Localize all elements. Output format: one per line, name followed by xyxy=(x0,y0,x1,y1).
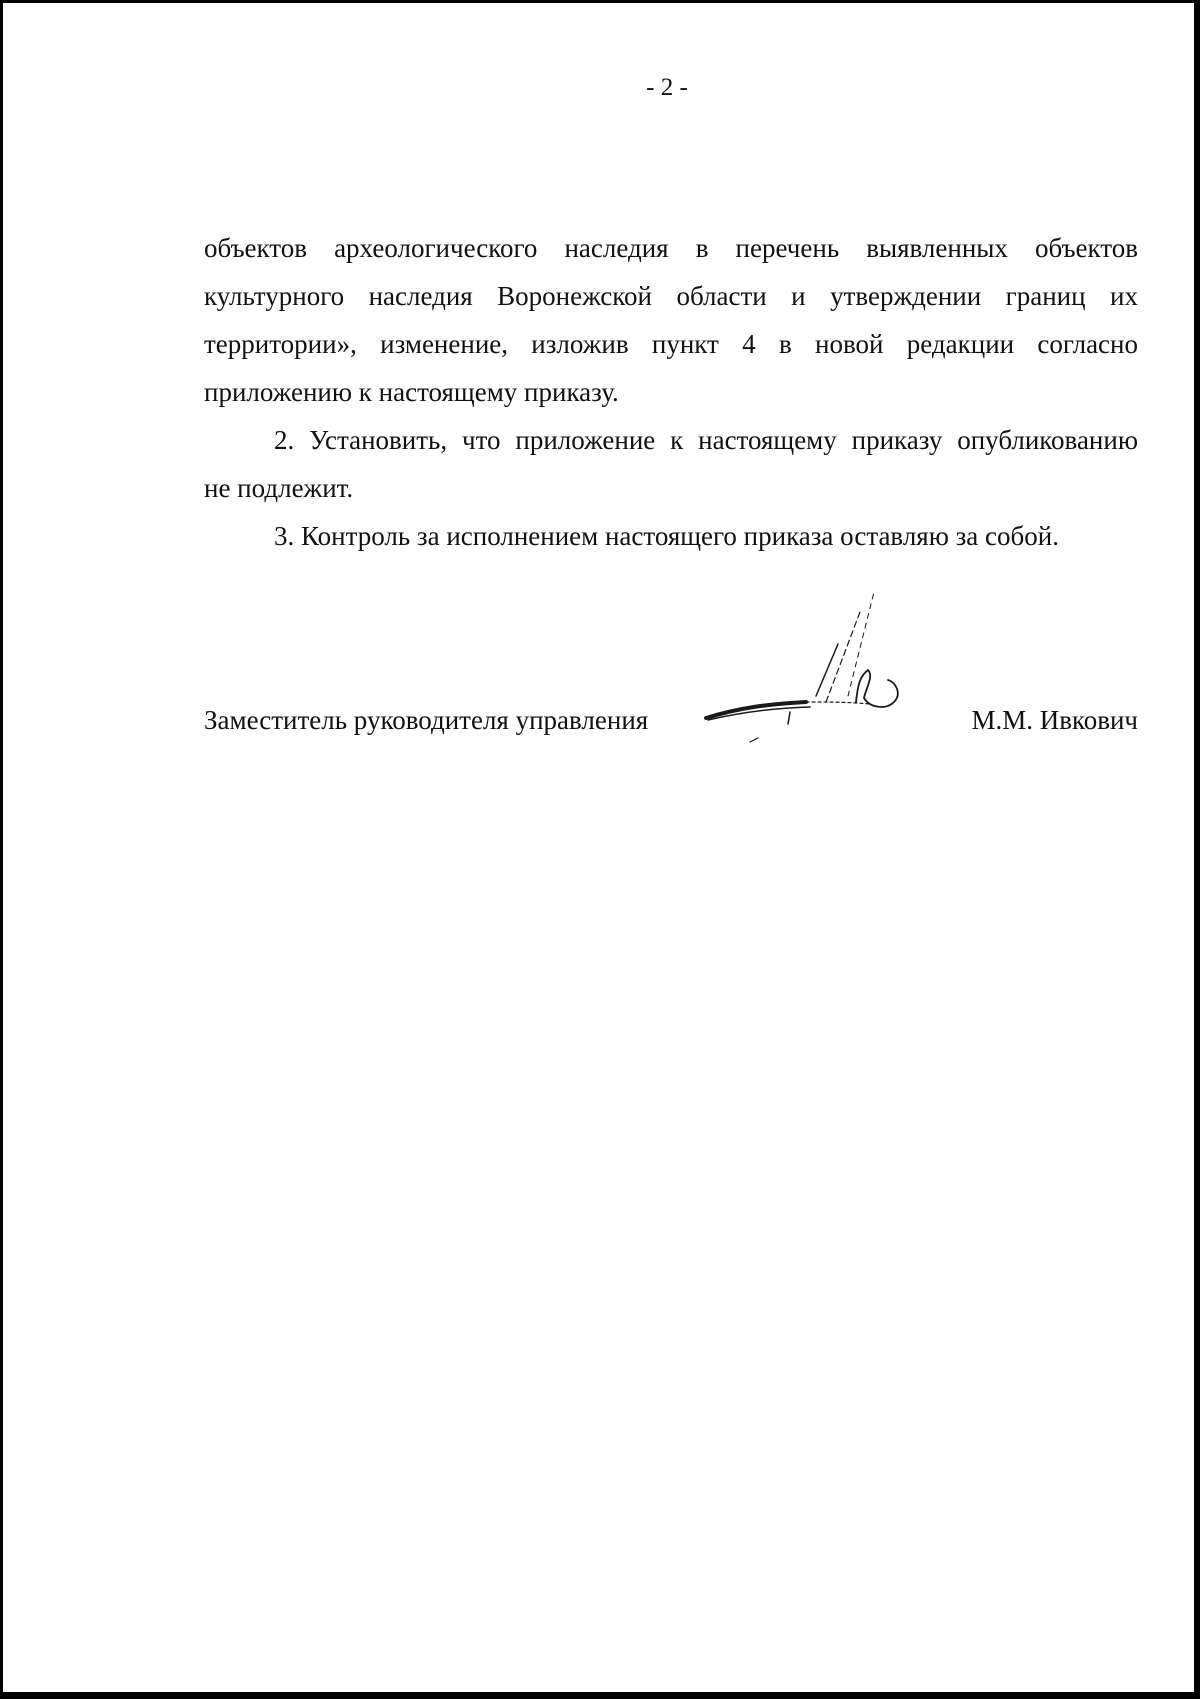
paragraph-2-line: не подлежит. xyxy=(204,473,354,503)
signer-name: М.М. Ивкович xyxy=(971,705,1138,735)
page-border-top xyxy=(0,0,1200,3)
paragraph-3: 3. Контроль за исполнением настоящего приказа оставляю за собой. xyxy=(274,521,1059,551)
paragraph-1 xyxy=(204,224,1138,416)
page-border-left xyxy=(0,0,3,1699)
paragraph-1-line: объектов археологического наследия в перечень выявленных объектов xyxy=(204,233,1138,263)
handwritten-signature xyxy=(698,584,938,764)
paragraph-1-line: территории», изменение, изложив пункт 4 в новой редакции согласно xyxy=(204,329,1138,359)
page-number: - 2 - xyxy=(646,74,688,101)
paragraph-2 xyxy=(204,416,1138,512)
paragraph-2-line: 2. Установить, что приложение к настоящему приказу опубликованию xyxy=(274,425,1138,455)
paragraph-1-line: культурного наследия Воронежской области и утверждении границ их xyxy=(204,281,1138,311)
paragraph-1-line: приложению к настоящему приказу. xyxy=(204,377,619,407)
page-border-right xyxy=(1194,0,1200,1699)
signer-title: Заместитель руководителя управления xyxy=(204,705,649,735)
page-border-bottom xyxy=(0,1692,1200,1699)
